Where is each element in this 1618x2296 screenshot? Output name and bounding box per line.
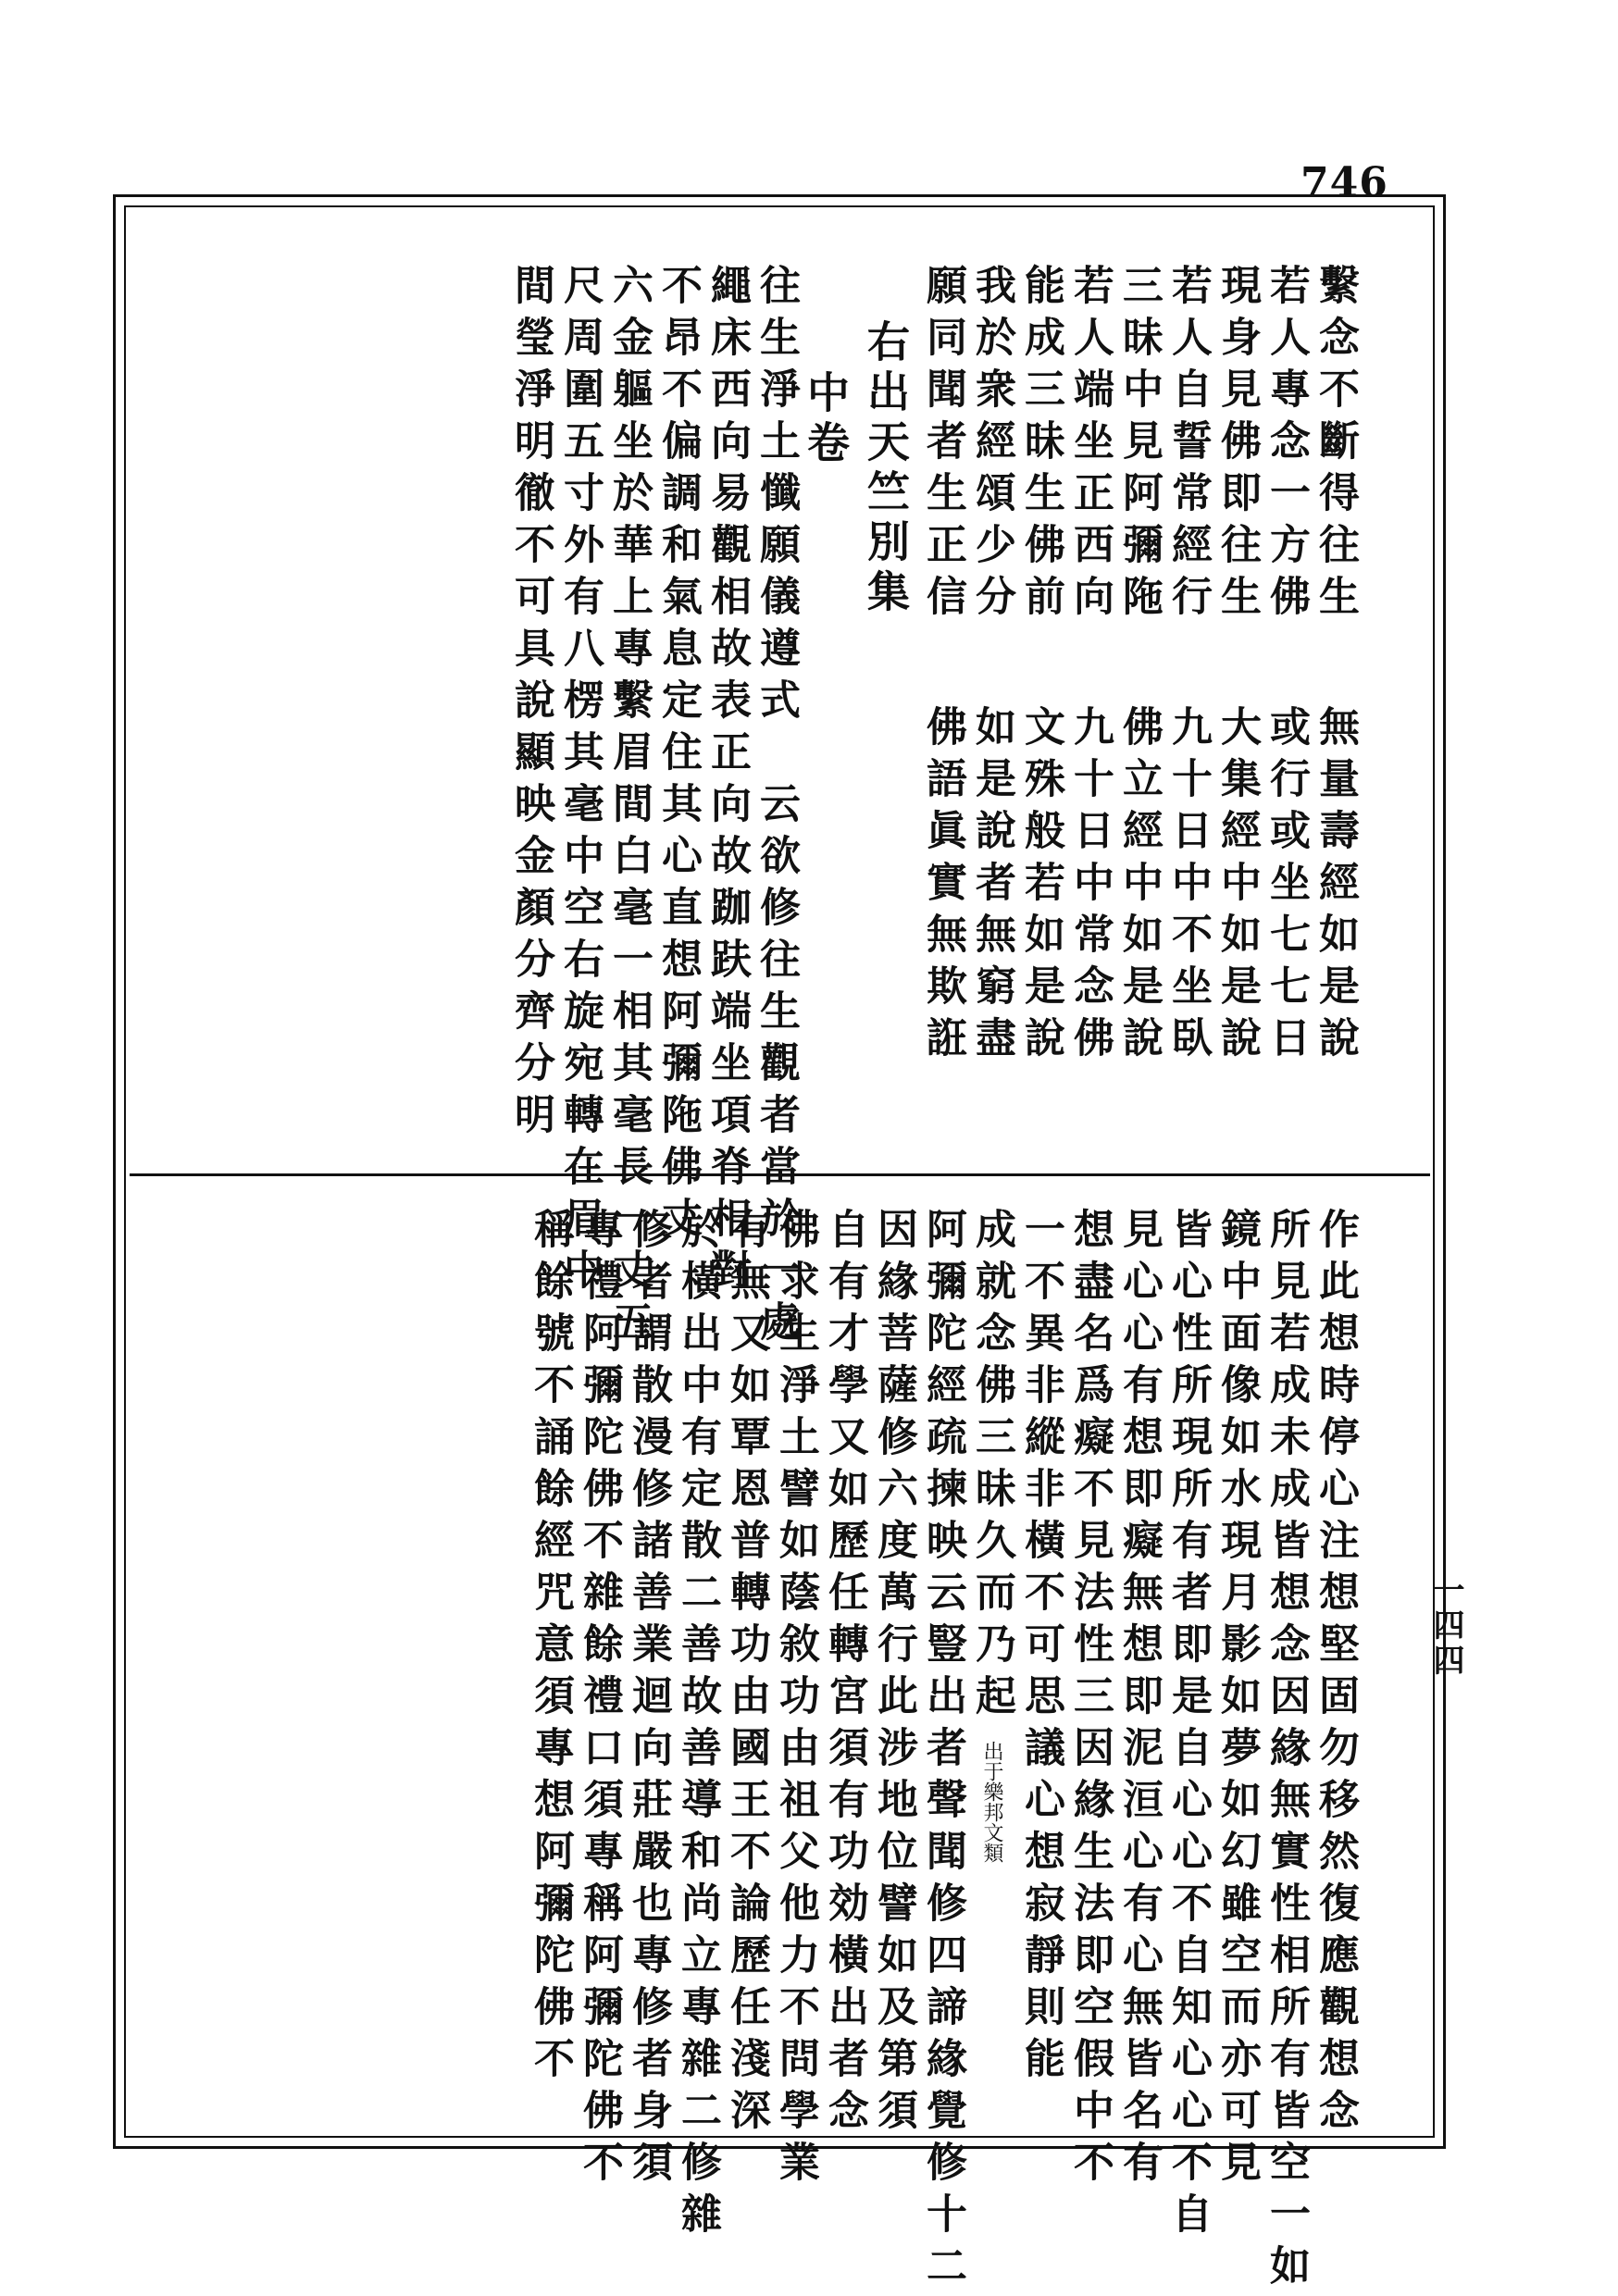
column-text: 有無又如覃恩普轉功由國王不論歷任淺深 [723, 1208, 770, 2141]
margin-folio: 一四四 [1427, 1573, 1464, 1679]
text-column [605, 264, 653, 1352]
column-text: 想盡名爲癡不見法性三因緣生法即空假中不 [1066, 1208, 1114, 2192]
text-column [576, 1208, 623, 2192]
text-column [1066, 264, 1114, 1068]
column-text: 一不異非縱非橫不可思議心想寂靜則能 [1017, 1208, 1064, 2089]
column-text: 阿彌陀經疏揀映云豎出者聲聞修四諦緣覺修十二 [919, 1208, 966, 2296]
text-column [723, 1208, 770, 2141]
section-heading [801, 370, 851, 470]
text-column [968, 264, 1015, 1068]
column-text-lower-half: 如是說者無窮盡 [968, 705, 1015, 1068]
text-column [821, 1208, 868, 2141]
column-text-lower-half: 無量壽經如是說 [1312, 705, 1359, 1068]
text-column [968, 1208, 1015, 1863]
column-text: 若人專念一方佛 [1263, 264, 1310, 627]
column-text-lower-half: 佛語眞實無欺誑 [919, 705, 966, 1068]
column-text: 間瑩淨明徹不可具說顯映金顏分齊分明 [507, 264, 554, 1145]
text-column [870, 1208, 917, 2141]
text-column [772, 1208, 819, 2192]
text-column [654, 264, 702, 1248]
column-text: 右出天竺別集 [861, 319, 911, 619]
text-column [1017, 1208, 1064, 2089]
column-text: 稱餘號不誦餘經咒意須專想阿彌陀佛不 [527, 1208, 574, 2089]
column-text: 因緣菩薩修六度萬行此涉地位譬如及第須 [870, 1208, 917, 2141]
column-text: 尺周圍五寸外有八楞其毫中空右旋宛轉在眉中 [556, 264, 604, 1300]
text-column [753, 264, 800, 1352]
text-column [703, 264, 751, 1300]
column-text: 佛求生淨土譬如蔭敘功由祖父他力不問學業 [772, 1208, 819, 2192]
column-text: 往生淨土懺願儀遵式 云欲修往生觀者當於一處 [753, 264, 800, 1352]
column-text: 自有才學又如歷任轉宮須有功効橫出者念 [821, 1208, 868, 2141]
text-column [1312, 1208, 1359, 2141]
column-text: 不昂不偏調和氣息定住其心直想阿彌陁佛丈 [654, 264, 702, 1248]
column-text-lower-half: 或行或坐七七日 [1263, 705, 1310, 1068]
column-text: 若人自誓常經行 [1164, 264, 1212, 627]
page-number: 746 [1301, 159, 1388, 206]
text-column [1017, 264, 1064, 1068]
column-text-lower-half: 文殊般若如是說 [1017, 705, 1064, 1068]
column-text: 鏡中面像如水現月影如夢如幻雖空而亦可見 [1214, 1208, 1261, 2192]
section-heading [861, 319, 911, 619]
text-column [556, 264, 604, 1300]
column-text: 我於衆經頌少分 [968, 264, 1015, 627]
text-column [1115, 264, 1163, 1068]
text-column [1115, 1208, 1163, 2192]
column-text: 所見若成未成皆想念因緣無實性相所有皆空一如 [1263, 1208, 1310, 2296]
text-column [919, 264, 966, 1068]
column-text: 三昧中見阿彌陁 [1115, 264, 1163, 627]
column-text: 繩床西向易觀相故表正向故跏趺端坐項脊相對 [703, 264, 751, 1300]
column-text: 願同聞者生正信 [919, 264, 966, 627]
text-column [1164, 264, 1212, 1068]
text-column [1263, 264, 1310, 1068]
text-column [1263, 1208, 1310, 2296]
column-text-lower-half: 佛立經中如是說 [1115, 705, 1163, 1068]
text-column [507, 264, 554, 1145]
column-text-lower-half: 大集經中如是說 [1214, 705, 1261, 1068]
column-text: 成就念佛三昧久而乃起 [968, 1208, 1015, 1726]
column-text: 中卷 [801, 370, 851, 470]
text-column [674, 1208, 721, 2244]
column-text: 現身見佛即往生 [1214, 264, 1261, 627]
column-text: 繫念不斷得往生 [1312, 264, 1359, 627]
text-column [527, 1208, 574, 2089]
column-text: 見心心有想即癡無想即泥洹心有心無皆名有 [1115, 1208, 1163, 2192]
column-text: 能成三昧生佛前 [1017, 264, 1064, 627]
column-text: 皆心性所現所有者即是自心心不自知心心不自 [1164, 1208, 1212, 2244]
text-column [919, 1208, 966, 2296]
text-column [625, 1208, 672, 2192]
column-text: 六金軀坐於華上專繫眉間白毫一相其毫長一丈五 [605, 264, 653, 1352]
text-column [1066, 1208, 1114, 2192]
column-text: 若人端坐正西向 [1066, 264, 1114, 627]
source-citation: 出于樂邦文類 [980, 1741, 1003, 1863]
column-text: 修者謂散漫修諸善業迴向莊嚴也專修者身須 [625, 1208, 672, 2192]
text-column [1164, 1208, 1212, 2244]
column-text: 專禮阿彌陀佛不雜餘禮口須專稱阿彌陀佛不 [576, 1208, 623, 2192]
column-text: 於橫出中有定散二善故善導和尚立專雜二修雜 [674, 1208, 721, 2244]
column-text-lower-half: 九十日中不坐臥 [1164, 705, 1212, 1068]
column-text-lower-half: 九十日中常念佛 [1066, 705, 1114, 1068]
text-column [1214, 1208, 1261, 2192]
text-column [1214, 264, 1261, 1068]
column-text: 作此想時停心注想堅固勿移然復應觀想念 [1312, 1208, 1359, 2141]
text-column [1312, 264, 1359, 1068]
